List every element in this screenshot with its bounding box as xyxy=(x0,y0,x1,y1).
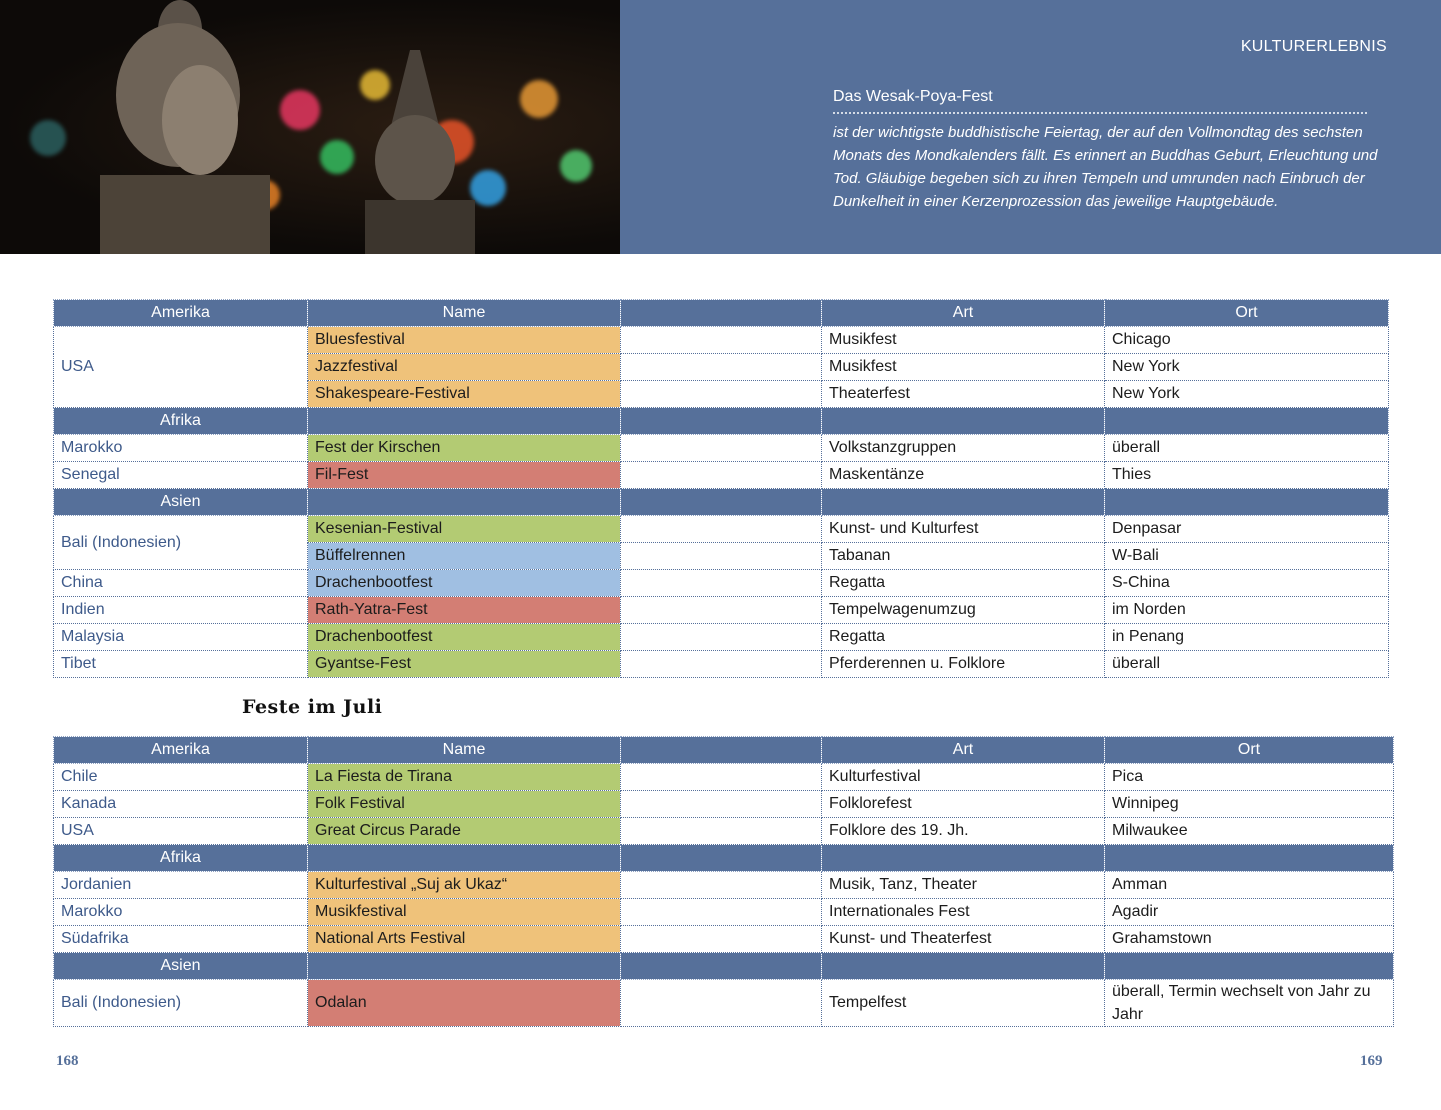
blank-cell xyxy=(621,462,822,489)
festival-name: Bluesfestival xyxy=(308,327,621,354)
col-header-region: Amerika xyxy=(54,300,308,327)
table-row xyxy=(54,516,1389,543)
continent-label: Afrika xyxy=(54,845,308,872)
festival-art: Kunst- und Kulturfest xyxy=(822,516,1105,543)
blank-cell xyxy=(621,791,822,818)
table-header-row xyxy=(54,300,1389,327)
festival-art: Musik, Tanz, Theater xyxy=(822,872,1105,899)
festival-ort: New York xyxy=(1105,381,1389,408)
col-header-name: Name xyxy=(308,300,621,327)
festival-ort: überall, Termin wechselt von Jahr zu Jahr xyxy=(1105,980,1394,1027)
festival-name: Great Circus Parade xyxy=(308,818,621,845)
festival-ort: W-Bali xyxy=(1105,543,1389,570)
festival-name: Rath-Yatra-Fest xyxy=(308,597,621,624)
blank-cell xyxy=(621,651,822,678)
festival-art: Folklorefest xyxy=(822,791,1105,818)
festival-name: Gyantse-Fest xyxy=(308,651,621,678)
bokeh-light xyxy=(320,140,354,174)
festival-ort: Winnipeg xyxy=(1105,791,1394,818)
festival-art: Volkstanzgruppen xyxy=(822,435,1105,462)
continent-row xyxy=(54,489,1389,516)
festival-art: Pferderennen u. Folklore xyxy=(822,651,1105,678)
section-subheading: Feste im Juli xyxy=(242,696,383,718)
blank-cell xyxy=(621,381,822,408)
country-cell: Marokko xyxy=(54,899,308,926)
festival-name: Jazzfestival xyxy=(308,354,621,381)
table-row xyxy=(54,899,1394,926)
table-row xyxy=(54,764,1394,791)
continent-row xyxy=(54,408,1389,435)
festival-art: Maskentänze xyxy=(822,462,1105,489)
festival-ort: Amman xyxy=(1105,872,1394,899)
info-box-text: ist der wichtigste buddhistische Feiertag, der auf den Vollmondtag des sechsten Monats des Mondkalenders fällt. Es erinnert an Buddhas Geburt, Erleuchtung und Tod. Gläubige begeben sich zu ihren Tempeln und umrunden nach Einbruch der Dunkelheit in einer Kerzenprozession das jeweilige Hauptgebäude. xyxy=(833,124,1378,210)
country-cell: Kanada xyxy=(54,791,308,818)
table-row xyxy=(54,597,1389,624)
festival-art: Kulturfestival xyxy=(822,764,1105,791)
festival-table-july xyxy=(53,736,1394,1027)
festival-name: Fest der Kirschen xyxy=(308,435,621,462)
col-header-ort: Ort xyxy=(1105,300,1389,327)
blank-cell xyxy=(621,624,822,651)
blank-cell xyxy=(621,327,822,354)
country-cell: Südafrika xyxy=(54,926,308,953)
table-header-row xyxy=(54,737,1394,764)
continent-row xyxy=(54,845,1394,872)
blank-cell xyxy=(621,516,822,543)
country-cell: China xyxy=(54,570,308,597)
col-header-region: Amerika xyxy=(54,737,308,764)
festival-art: Musikfest xyxy=(822,327,1105,354)
table-row xyxy=(54,818,1394,845)
table-row xyxy=(54,435,1389,462)
festival-name: Musikfestival xyxy=(308,899,621,926)
bokeh-light xyxy=(280,90,320,130)
header-photo xyxy=(0,0,620,254)
blank-cell xyxy=(621,872,822,899)
continent-label: Afrika xyxy=(54,408,308,435)
col-header-art: Art xyxy=(822,300,1105,327)
festival-ort: Denpasar xyxy=(1105,516,1389,543)
festival-art: Folklore des 19. Jh. xyxy=(822,818,1105,845)
festival-art: Musikfest xyxy=(822,354,1105,381)
buddha-statue-image xyxy=(30,0,270,254)
festival-name: Odalan xyxy=(308,980,621,1027)
festival-ort: New York xyxy=(1105,354,1389,381)
festival-name: Drachenbootfest xyxy=(308,570,621,597)
table-row xyxy=(54,872,1394,899)
festival-ort: überall xyxy=(1105,651,1389,678)
col-header-ort: Ort xyxy=(1105,737,1394,764)
table-row xyxy=(54,624,1389,651)
blank-cell xyxy=(621,926,822,953)
table-row xyxy=(54,570,1389,597)
festival-art: Tabanan xyxy=(822,543,1105,570)
country-cell: Chile xyxy=(54,764,308,791)
festival-name: Folk Festival xyxy=(308,791,621,818)
country-cell: Jordanien xyxy=(54,872,308,899)
festival-name: Fil-Fest xyxy=(308,462,621,489)
festival-ort: Grahamstown xyxy=(1105,926,1394,953)
continent-label: Asien xyxy=(54,953,308,980)
festival-table-june xyxy=(53,299,1389,678)
table-row xyxy=(54,462,1389,489)
table-row xyxy=(54,791,1394,818)
festival-ort: Thies xyxy=(1105,462,1389,489)
col-header-blank xyxy=(621,300,822,327)
blank-cell xyxy=(621,435,822,462)
festival-name: Drachenbootfest xyxy=(308,624,621,651)
festival-ort: in Penang xyxy=(1105,624,1389,651)
festival-name: Kulturfestival „Suj ak Ukaz“ xyxy=(308,872,621,899)
country-cell: Malaysia xyxy=(54,624,308,651)
festival-art: Kunst- und Theaterfest xyxy=(822,926,1105,953)
country-cell: Marokko xyxy=(54,435,308,462)
festival-art: Internationales Fest xyxy=(822,899,1105,926)
festival-art: Theaterfest xyxy=(822,381,1105,408)
festival-name: Shakespeare-Festival xyxy=(308,381,621,408)
festival-name: Büffelrennen xyxy=(308,543,621,570)
country-cell: USA xyxy=(54,327,308,408)
country-cell: Senegal xyxy=(54,462,308,489)
festival-ort: Milwaukee xyxy=(1105,818,1394,845)
blank-cell xyxy=(621,543,822,570)
section-label: KULTURERLEBNIS xyxy=(1240,38,1387,55)
festival-ort: Pica xyxy=(1105,764,1394,791)
blank-cell xyxy=(621,899,822,926)
country-cell: Indien xyxy=(54,597,308,624)
blank-cell xyxy=(621,764,822,791)
col-header-name: Name xyxy=(308,737,621,764)
festival-ort: S-China xyxy=(1105,570,1389,597)
festival-ort: Agadir xyxy=(1105,899,1394,926)
festival-art: Tempelfest xyxy=(822,980,1105,1027)
festival-name: National Arts Festival xyxy=(308,926,621,953)
page-number-left: 168 xyxy=(56,1053,79,1069)
festival-ort: Chicago xyxy=(1105,327,1389,354)
info-panel xyxy=(620,0,1441,254)
table-row xyxy=(54,980,1394,1027)
table-row xyxy=(54,926,1394,953)
country-cell: Bali (Indonesien) xyxy=(54,516,308,570)
continent-row xyxy=(54,953,1394,980)
col-header-art: Art xyxy=(822,737,1105,764)
country-cell: Bali (Indonesien) xyxy=(54,980,308,1027)
blank-cell xyxy=(621,980,822,1027)
continent-label: Asien xyxy=(54,489,308,516)
country-cell: Tibet xyxy=(54,651,308,678)
festival-ort: überall xyxy=(1105,435,1389,462)
page-number-right: 169 xyxy=(1360,1053,1383,1069)
festival-ort: im Norden xyxy=(1105,597,1389,624)
festival-art: Regatta xyxy=(822,624,1105,651)
blank-cell xyxy=(621,818,822,845)
bokeh-light xyxy=(560,150,592,182)
festival-art: Tempelwagenumzug xyxy=(822,597,1105,624)
blank-cell xyxy=(621,570,822,597)
col-header-blank xyxy=(621,737,822,764)
table-row xyxy=(54,651,1389,678)
festival-name: Kesenian-Festival xyxy=(308,516,621,543)
blank-cell xyxy=(621,354,822,381)
buddha-statue-image xyxy=(360,40,500,254)
table-row xyxy=(54,327,1389,354)
festival-art: Regatta xyxy=(822,570,1105,597)
info-box-title: Das Wesak-Poya-Fest xyxy=(833,88,1367,114)
country-cell: USA xyxy=(54,818,308,845)
bokeh-light xyxy=(520,80,558,118)
festival-name: La Fiesta de Tirana xyxy=(308,764,621,791)
blank-cell xyxy=(621,597,822,624)
